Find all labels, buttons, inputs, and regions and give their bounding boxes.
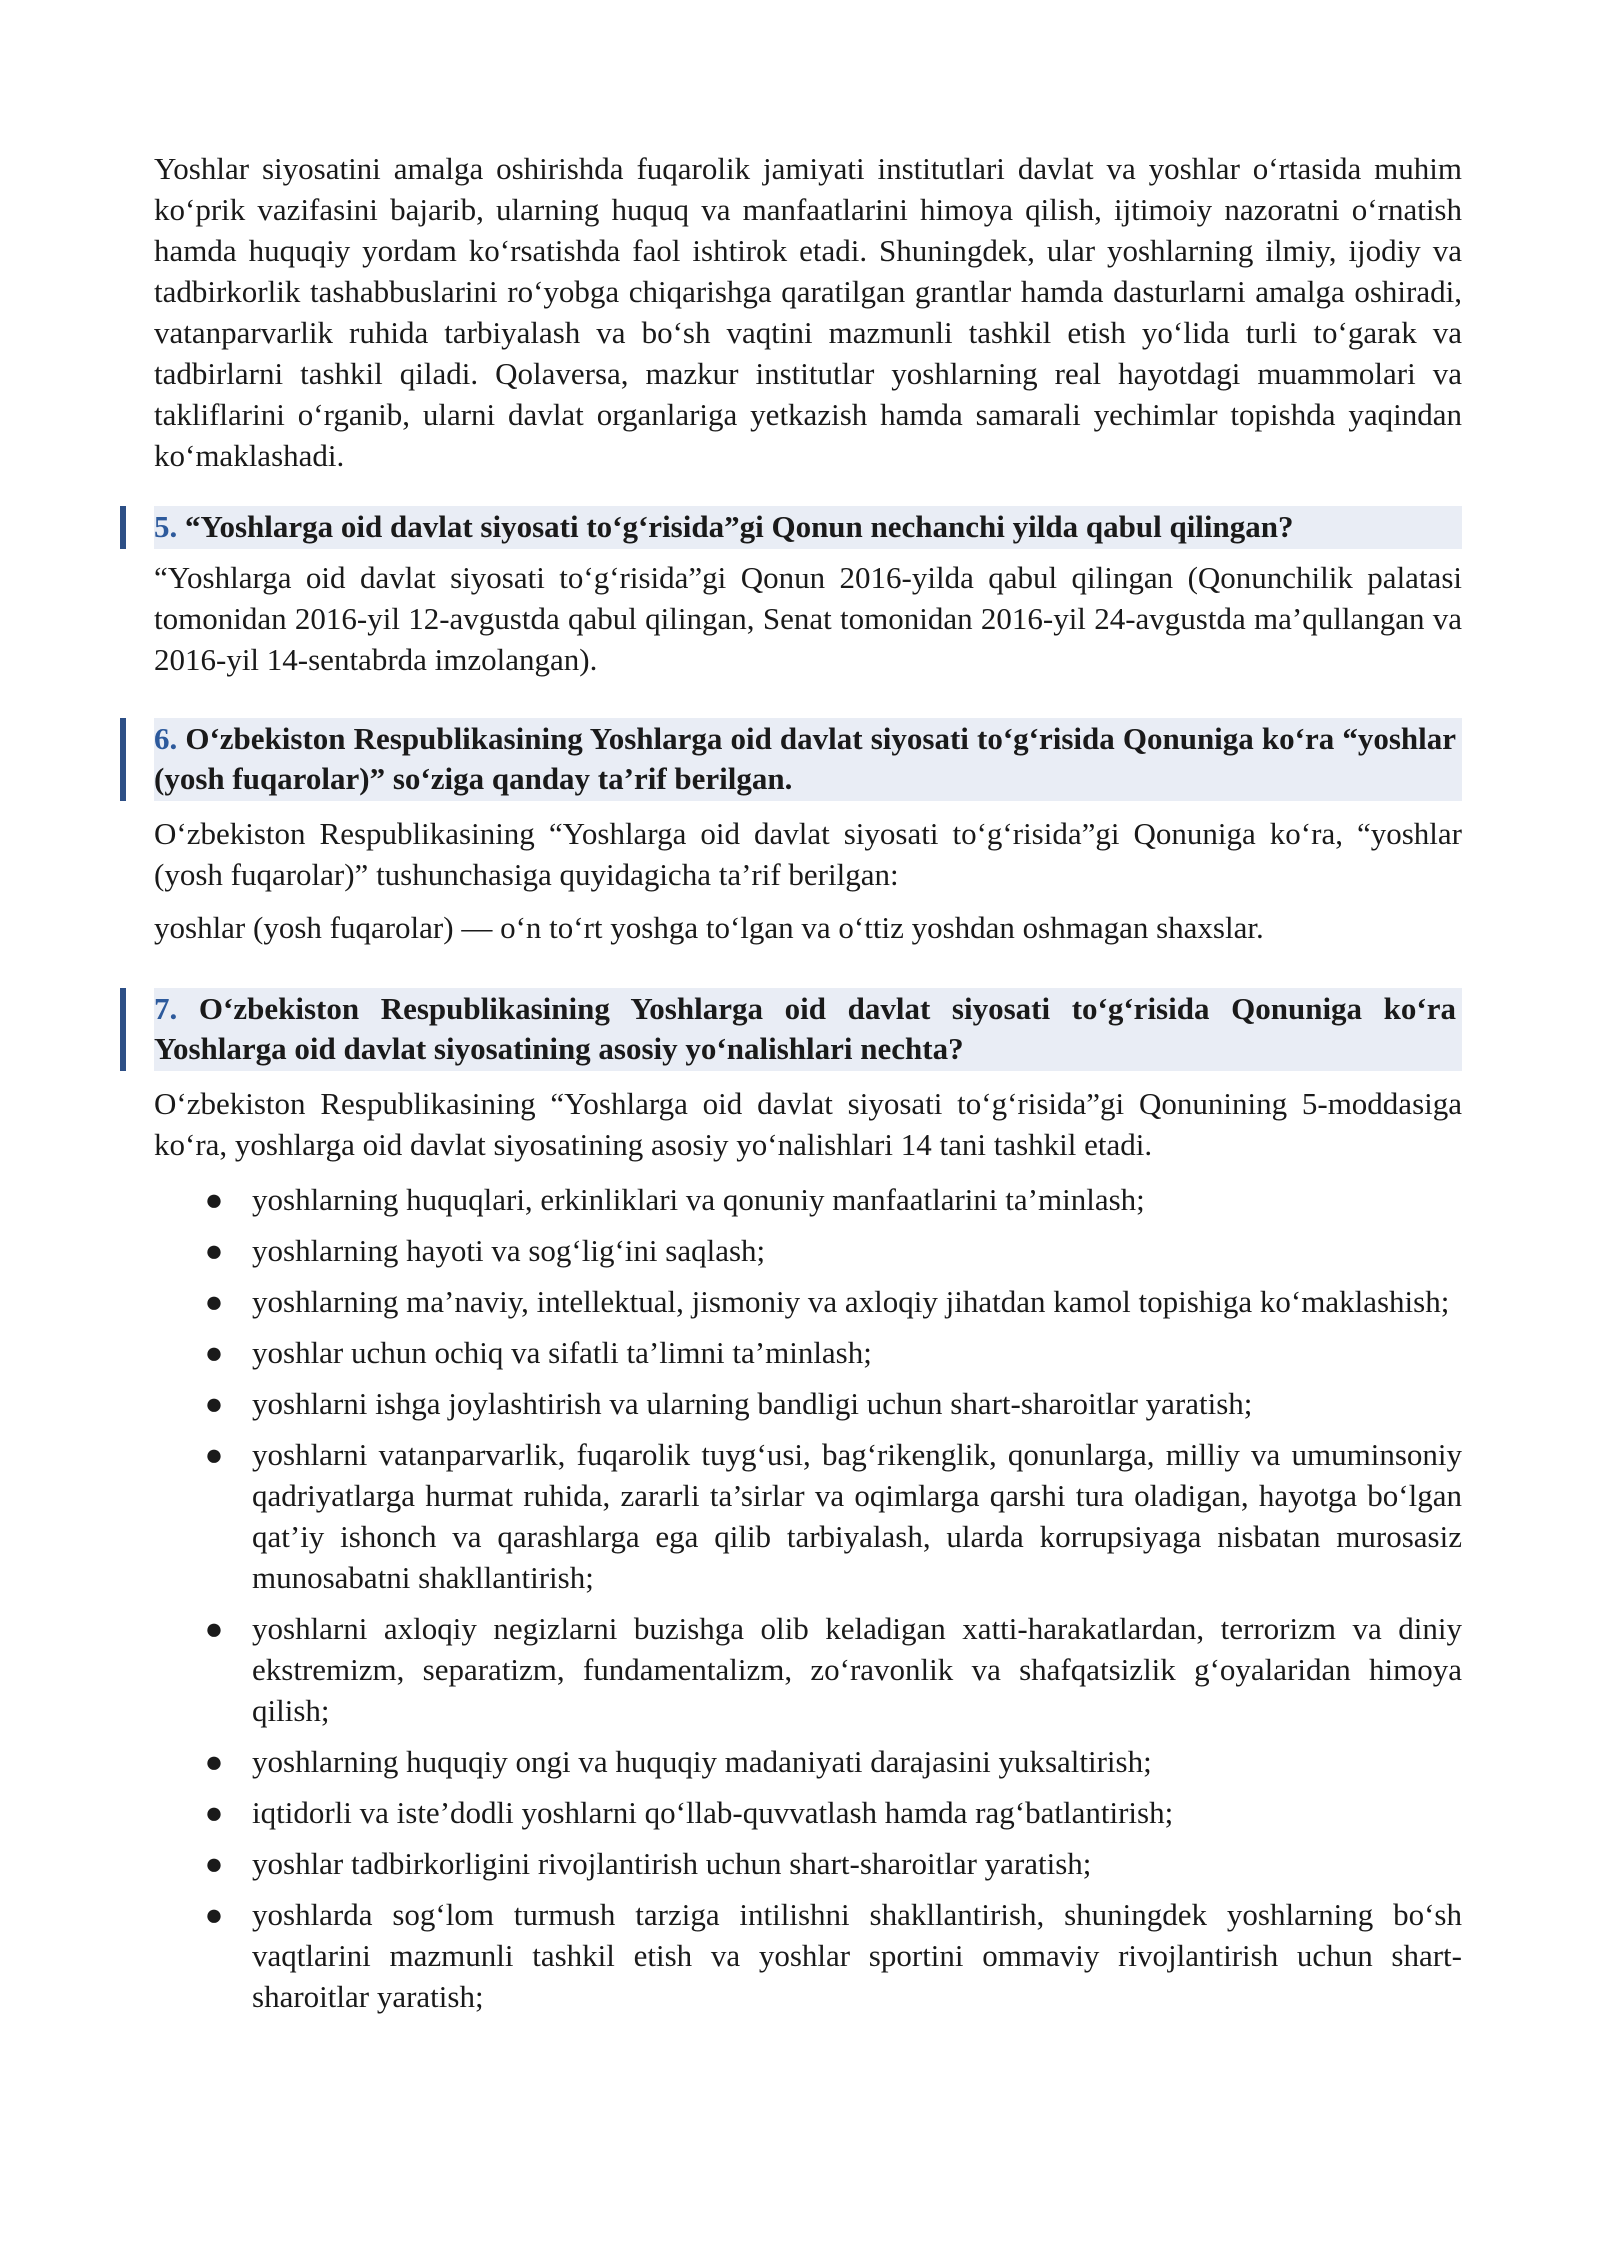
question-title: O‘zbekiston Respublikasining Yoshlarga oid davlat siyosati to‘g‘risida Qonuniga ko‘ra Yoshlarga oid davlat siyosatining asosiy yo‘nalishlari nechta?: [154, 991, 1457, 1066]
list-item-text: yoshlarning hayoti va sog‘lig‘ini saqlash;: [252, 1233, 766, 1268]
question-6-definition: yoshlar (yosh fuqarolar) — o‘n to‘rt yoshga to‘lgan va o‘ttiz yoshdan oshmagan shaxslar.: [154, 910, 1264, 945]
bullet-icon: ●: [204, 1233, 224, 1268]
question-5-heading: [154, 506, 1462, 549]
list-item: [154, 1741, 1462, 1782]
list-item-text: yoshlarni ishga joylashtirish va ularning bandligi uchun shart-sharoitlar yaratish;: [252, 1386, 1253, 1421]
list-item: [154, 1608, 1462, 1731]
bullet-icon: ●: [204, 1284, 224, 1319]
list-item: [154, 1792, 1462, 1833]
list-item-text: yoshlarni axloqiy negizlarni buzishga olib keladigan xatti-harakatlardan, terrorizm va diniy ekstremizm, separatizm, fundamentalizm, zo‘ravonlik va shafqatsizlik g‘oyalaridan himoya qilish;: [252, 1611, 1462, 1728]
question-7-answer: O‘zbekiston Respublikasining “Yoshlarga oid davlat siyosati to‘g‘risida”gi Qonunining 5-moddasiga ko‘ra, yoshlarga oid davlat siyosatining asosiy yo‘nalishlari 14 tani tashkil etadi.: [154, 1086, 1462, 1162]
list-item-text: yoshlar tadbirkorligini rivojlantirish uchun shart-sharoitlar yaratish;: [252, 1846, 1092, 1881]
bullet-icon: ●: [204, 1335, 224, 1370]
bullet-icon: ●: [204, 1846, 224, 1881]
question-6-answer: O‘zbekiston Respublikasining “Yoshlarga oid davlat siyosati to‘g‘risida”gi Qonuniga ko‘ra, “yoshlar (yosh fuqarolar)” tushunchasiga quyidagicha ta’rif berilgan:: [154, 816, 1462, 892]
list-item: [154, 1383, 1462, 1424]
bullet-icon: ●: [204, 1437, 224, 1472]
list-item: [154, 1230, 1462, 1271]
list-item: [154, 1843, 1462, 1884]
question-5-answer: “Yoshlarga oid davlat siyosati to‘g‘risida”gi Qonun 2016-yilda qabul qilingan (Qonunchilik palatasi tomonidan 2016-yil 12-avgustda qabul qilingan, Senat tomonidan 2016-yil 24-avgustda ma’qullangan va 2016-yil 14-sentabrda imzolangan).: [154, 560, 1462, 677]
list-item-text: yoshlarning huquqiy ongi va huquqiy madaniyati darajasini yuksaltirish;: [252, 1744, 1152, 1779]
bullet-icon: ●: [204, 1182, 224, 1217]
list-item: [154, 1434, 1462, 1598]
list-item-text: yoshlar uchun ochiq va sifatli ta’limni ta’minlash;: [252, 1335, 872, 1370]
question-7-heading: [154, 988, 1462, 1071]
question-title: O‘zbekiston Respublikasining Yoshlarga oid davlat siyosati to‘g‘risida Qonuniga ko‘ra “yoshlar (yosh fuqarolar)” so‘ziga qanday ta’rif berilgan.: [154, 721, 1456, 796]
list-item-text: yoshlarda sog‘lom turmush tarziga intilishni shakllantirish, shuningdek yoshlarning bo‘sh vaqtlarini mazmunli tashkil etish va yoshlar sportini ommaviy rivojlantirish uchun shart-sharoitlar yaratish;: [252, 1897, 1462, 2014]
question-number: 5.: [154, 509, 178, 544]
list-item-text: yoshlarni vatanparvarlik, fuqarolik tuyg‘usi, bag‘rikenglik, qonunlarga, milliy va umuminsoniy qadriyatlarga hurmat ruhida, zararli ta’sirlar va oqimlarga qarshi tura oladigan, hayotga bo‘lgan qat’iy ishonch va qarashlarga ega qilib tarbiyalash, ularda korrupsiyaga nisbatan murosasiz munosabatni shakllantirish;: [252, 1437, 1462, 1595]
bullet-icon: ●: [204, 1744, 224, 1779]
bullet-icon: ●: [204, 1795, 224, 1830]
list-item: [154, 1179, 1462, 1220]
question-number: 7.: [154, 991, 178, 1026]
list-item-text: iqtidorli va iste’dodli yoshlarni qo‘llab-quvvatlash hamda rag‘batlantirish;: [252, 1795, 1174, 1830]
question-number: 6.: [154, 721, 178, 756]
list-item-text: yoshlarning ma’naviy, intellektual, jismoniy va axloqiy jihatdan kamol topishiga ko‘maklashish;: [252, 1284, 1450, 1319]
directions-list: [154, 1179, 1462, 2017]
bullet-icon: ●: [204, 1611, 224, 1646]
question-6-heading: [154, 718, 1462, 801]
list-item: [154, 1894, 1462, 2017]
bullet-icon: ●: [204, 1386, 224, 1421]
list-item-text: yoshlarning huquqlari, erkinliklari va qonuniy manfaatlarini ta’minlash;: [252, 1182, 1145, 1217]
intro-paragraph: Yoshlar siyosatini amalga oshirishda fuqarolik jamiyati institutlari davlat va yoshlar o‘rtasida muhim ko‘prik vazifasini bajarib, ularning huquq va manfaatlarini himoya qilish, ijtimoiy nazoratni o‘rnatish hamda huquqiy yordam ko‘rsatishda faol ishtirok etadi. Shuningdek, ular yoshlarning ilmiy, ijodiy va tadbirkorlik tashabbuslarini ro‘yobga chiqarishga qaratilgan grantlar hamda dasturlarni amalga oshiradi, vatanparvarlik ruhida tarbiyalash va bo‘sh vaqtini mazmunli tashkil etish yo‘lida turli to‘garak va tadbirlarni tashkil qiladi. Qolaversa, mazkur institutlar yoshlarning real hayotdagi muammolari va takliflarini o‘rganib, ularni davlat organlariga yetkazish hamda samarali yechimlar topishda yaqindan ko‘maklashadi.: [154, 151, 1462, 473]
list-item: [154, 1332, 1462, 1373]
question-title: “Yoshlarga oid davlat siyosati to‘g‘risida”gi Qonun nechanchi yilda qabul qilingan?: [185, 509, 1294, 544]
list-item: [154, 1281, 1462, 1322]
bullet-icon: ●: [204, 1897, 224, 1932]
